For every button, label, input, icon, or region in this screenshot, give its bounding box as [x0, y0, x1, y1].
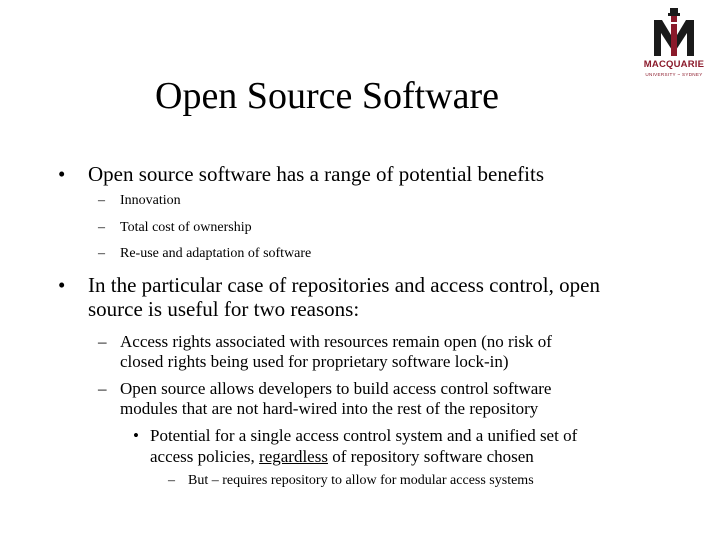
- bullet-2-line-1: In the particular case of repositories and access control, open: [88, 273, 600, 297]
- dash-marker: –: [98, 246, 105, 261]
- sub-item-access-rights-line-1: Access rights associated with resources remain open (no risk of: [120, 332, 552, 351]
- bullet-marker: •: [133, 426, 139, 445]
- sub-item-access-rights-line-2: closed rights being used for proprietary software lock-in): [120, 352, 509, 371]
- sub-sub-item-text-before: access policies,: [150, 447, 260, 466]
- bullet-1-text: Open source software has a range of potential benefits: [88, 162, 544, 186]
- sub-item-total-cost: Total cost of ownership: [120, 220, 252, 235]
- sub-sub-item-line-1: Potential for a single access control system and a unified set of: [150, 426, 578, 445]
- dash-marker: –: [98, 193, 105, 208]
- underlined-word: regardless: [259, 447, 328, 466]
- dash-marker: –: [98, 220, 105, 235]
- bullet-marker: •: [58, 162, 66, 186]
- bullet-2-line-2: source is useful for two reasons:: [88, 297, 360, 321]
- bullet-marker: •: [58, 273, 66, 297]
- sub-sub-sub-item: But – requires repository to allow for modular access systems: [188, 473, 534, 488]
- sub-item-open-source-line-2: modules that are not hard-wired into the rest of the repository: [120, 399, 539, 418]
- sub-item-innovation: Innovation: [120, 193, 181, 208]
- sub-item-reuse: Re-use and adaptation of software: [120, 246, 312, 261]
- sub-item-open-source-line-1: Open source allows developers to build access control software: [120, 379, 552, 398]
- slide-title: Open Source Software: [155, 75, 500, 117]
- sub-sub-item-text-after: of repository software chosen: [327, 447, 534, 466]
- logo-wordmark: MACQUARIE: [643, 59, 705, 70]
- dash-marker: –: [98, 332, 107, 351]
- sub-sub-item-line-2: [150, 446, 534, 468]
- dash-marker: –: [98, 379, 107, 398]
- logo-subtitle: UNIVERSITY ~ SYDNEY: [645, 72, 703, 77]
- dash-marker: –: [168, 473, 175, 488]
